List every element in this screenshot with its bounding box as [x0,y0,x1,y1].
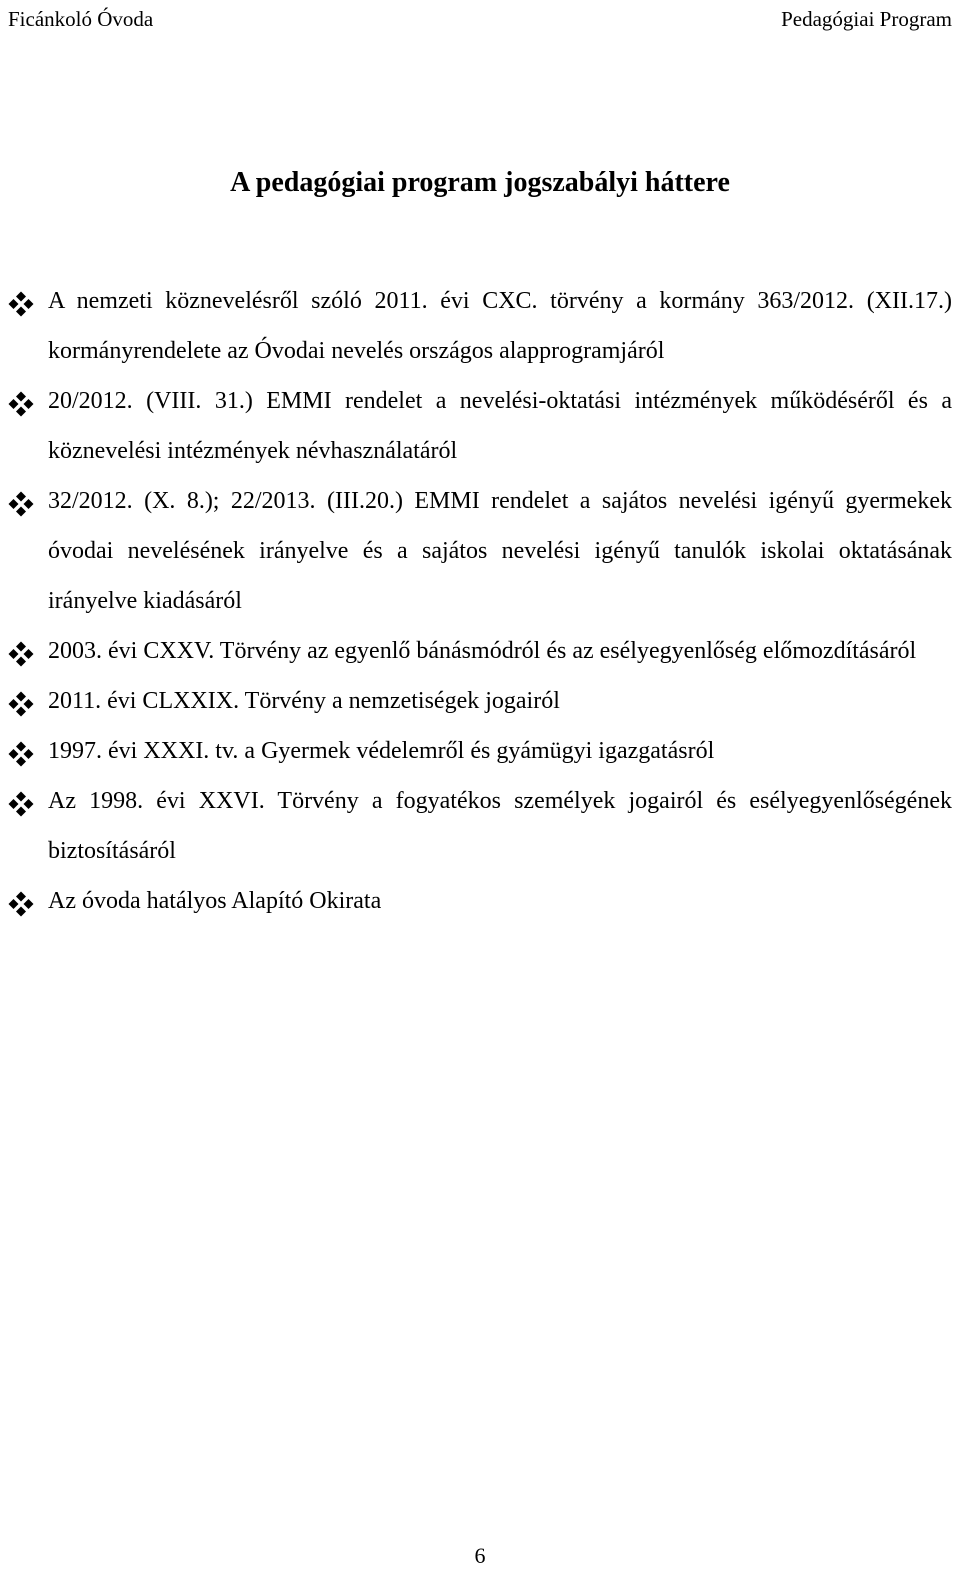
list-item-text: 32/2012. (X. 8.); 22/2013. (III.20.) EMMI rendelet a sajátos nevelési igényű gyermekek óvodai nevelésének irányelve és a sajátos nevelési igényű tanulók iskolai oktatásának irányelve kiadásáról [48,488,952,614]
page-title: A pedagógiai program jogszabályi háttere [230,167,730,198]
list-item-text: 2003. évi CXXV. Törvény az egyenlő bánásmódról és az esélyegyenlőség előmozdításáról [48,638,917,664]
diamond-bullet-icon [8,491,34,517]
list-item [0,676,960,726]
list-item [0,276,960,376]
diamond-bullet-icon [8,741,34,767]
legal-basis-list [0,276,960,926]
diamond-bullet-icon-shape [8,741,34,767]
diamond-bullet-icon-shape [8,641,34,667]
list-item-text: Az 1998. évi XXVI. Törvény a fogyatékos személyek jogairól és esélyegyenlőségének biztosításáról [48,788,952,864]
list-item [0,726,960,776]
diamond-bullet-icon-shape [8,491,34,517]
list-item-text: 2011. évi CLXXIX. Törvény a nemzetiségek jogairól [48,688,560,714]
diamond-bullet-icon-shape [8,391,34,417]
diamond-bullet-icon-shape [8,291,34,317]
diamond-bullet-icon [8,791,34,817]
diamond-bullet-icon [8,291,34,317]
diamond-bullet-icon [8,641,34,667]
list-item-text: 20/2012. (VIII. 31.) EMMI rendelet a nevelési-oktatási intézmények működéséről és a köznevelési intézmények névhasználatáról [48,388,952,464]
list-item-text: A nemzeti köznevelésről szóló 2011. évi CXC. törvény a kormány 363/2012. (XII.17.) kormányrendelete az Óvodai nevelés országos alapprogramjáról [48,288,952,364]
page-number: 6 [474,1543,486,1568]
diamond-bullet-icon [8,691,34,717]
list-item-text: 1997. évi XXXI. tv. a Gyermek védelemről és gyámügyi igazgatásról [48,738,715,764]
list-item [0,376,960,476]
diamond-bullet-icon-shape [8,791,34,817]
list-item-text: Az óvoda hatályos Alapító Okirata [48,888,382,914]
header-institution-name: Ficánkoló Óvoda [8,7,154,31]
page-header [8,4,952,34]
diamond-bullet-icon-shape [8,691,34,717]
list-item [0,876,960,926]
diamond-bullet-icon [8,891,34,917]
list-item [0,626,960,676]
list-item [0,776,960,876]
diamond-bullet-icon [8,391,34,417]
header-document-name: Pedagógiai Program [781,7,952,31]
diamond-bullet-icon-shape [8,891,34,917]
list-item [0,476,960,626]
